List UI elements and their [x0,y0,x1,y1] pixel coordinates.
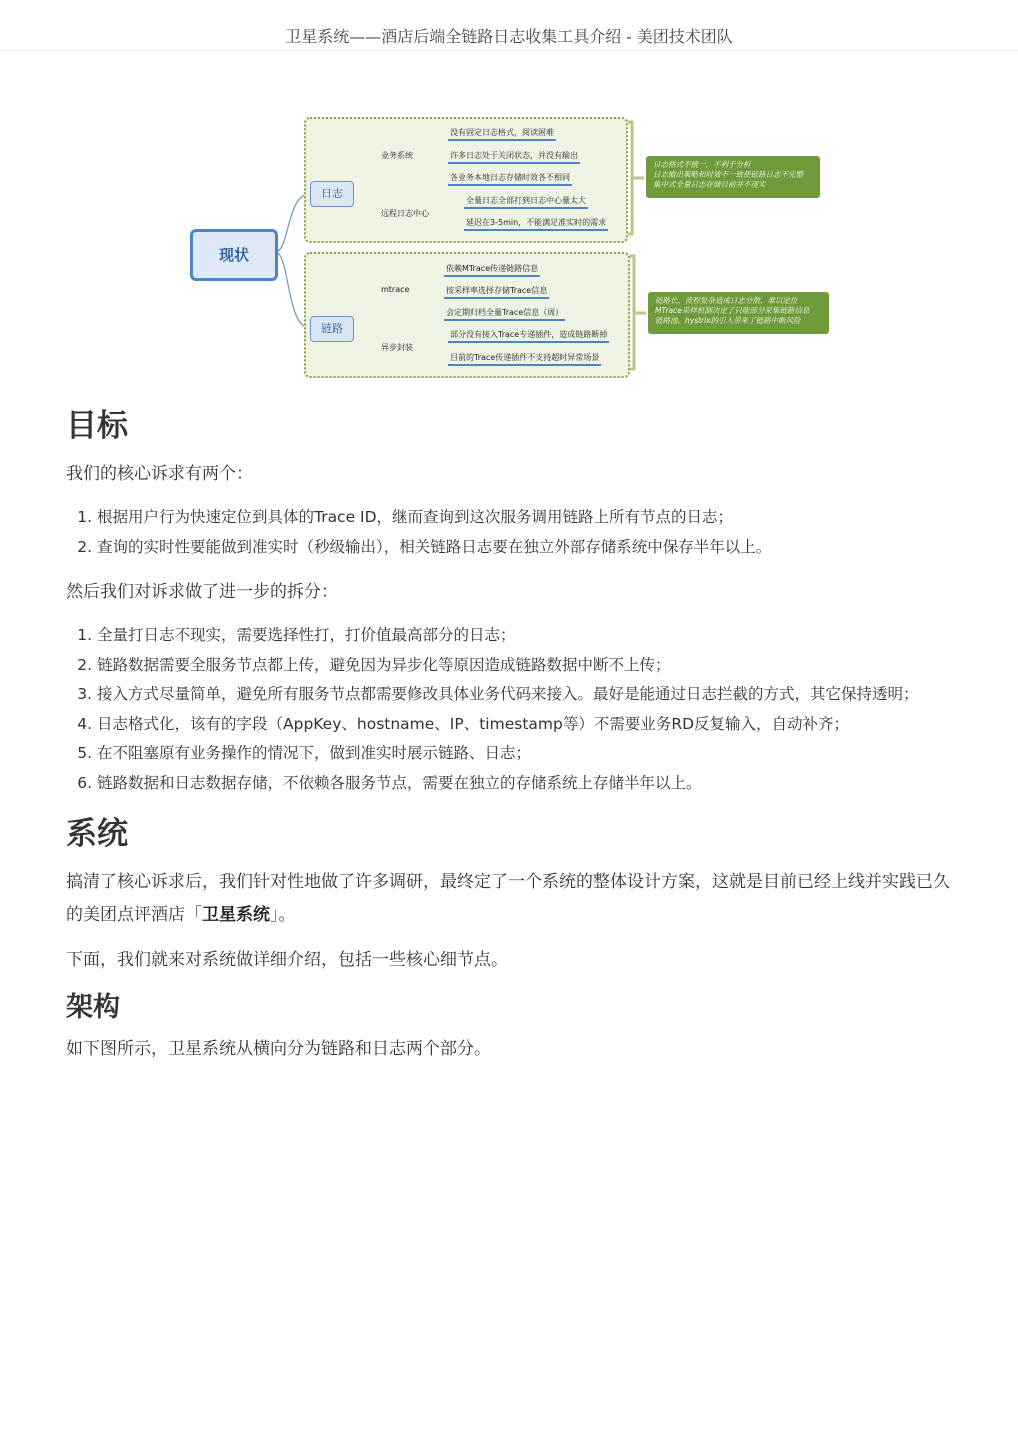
note-line: MTrace采样机制决定了只能部分采集链路信息 [655,306,810,315]
article-body [66,404,956,1078]
split-intro: 然后我们对诉求做了进一步的拆分： [66,582,338,602]
branch-label: 业务系统 [381,151,413,160]
system-name: 卫星系统 [202,905,270,925]
log-node: 日志 [310,181,354,207]
mindmap-root-node: 现状 [190,229,278,281]
log-summary-note [646,156,820,198]
split-list [66,621,956,798]
leaf-item: 按采样率选择存储Trace信息 [444,285,549,299]
leaf-item: 许多日志处于关闭状态，并没有输出 [448,150,580,164]
trace-node: 链路 [310,316,354,342]
note-line: 日志输出策略和时效不一致使链路日志不完整 [653,170,803,179]
architecture-paragraph: 如下图所示，卫星系统从横向分为链路和日志两个部分。 [66,1039,491,1059]
system-text: 搞清了核心诉求后，我们针对性地做了许多调研，最终定了一个系统的整体设计方案，这就是目前已经上线并实践已久的美团点评酒店「 [66,872,950,925]
goal-list [66,503,956,562]
branch-label: 异步封装 [381,343,413,352]
note-line: 链路池、hystrix的引入带来了链路中断风险 [655,316,801,325]
note-line: 链路长、流程复杂造成日志分散、难以定位 [655,296,798,305]
branch-label: 远程日志中心 [381,209,429,218]
page-title: 卫星系统——酒店后端全链路日志收集工具介绍 - 美团技术团队 [285,27,733,46]
leaf-item: 目前的Trace传递插件不支持超时异常场景 [448,352,601,366]
goal-heading: 目标 [66,408,128,444]
architecture-heading: 架构 [66,992,120,1023]
list-item: 1. 全量打日志不现实，需要选择性打，打价值最高部分的日志； [97,621,956,651]
leaf-item: 各业务本地日志存储时效各不相同 [448,172,572,186]
leaf-item: 延迟在3-5min，不能满足准实时的需求 [464,217,608,231]
system-text-end: 」。 [270,905,296,925]
leaf-item: 全量日志全部打到日志中心量太大 [464,195,588,209]
list-item: 2. 链路数据需要全服务节点都上传，避免因为异步化等原因造成链路数据中断不上传； [97,651,956,681]
page-header [0,0,1018,51]
note-line: 集中式全量日志存储目前并不现实 [653,180,766,189]
leaf-item: 部分没有接入Trace专递插件，造成链路断掉 [448,329,609,343]
leaf-item: 依赖MTrace传递链路信息 [444,263,540,277]
leaf-item: 没有固定日志格式，阅读困难 [448,127,556,141]
list-item: 4. 日志格式化，该有的字段（AppKey、hostname、IP、timestamp等）不需要业务RD反复输入，自动补齐； [97,710,956,740]
list-item: 2. 查询的实时性要能做到准实时（秒级输出），相关链路日志要在独立外部存储系统中保存半年以上。 [97,533,956,563]
list-item: 6. 链路数据和日志数据存储，不依赖各服务节点，需要在独立的存储系统上存储半年以上。 [97,769,956,799]
leaf-item: 会定期归档全量Trace信息（周） [444,307,565,321]
list-item: 5. 在不阻塞原有业务操作的情况下，做到准实时展示链路、日志； [97,739,956,769]
system-heading: 系统 [66,816,128,852]
trace-summary-note [648,292,829,334]
branch-label: mtrace [381,285,410,294]
status-mindmap-figure [186,114,834,380]
system-paragraph-2: 下面，我们就来对系统做详细介绍，包括一些核心细节点。 [66,950,508,970]
goal-intro: 我们的核心诉求有两个： [66,464,253,484]
list-item: 1. 根据用户行为快速定位到具体的Trace ID，继而查询到这次服务调用链路上所有节点的日志； [97,503,956,533]
system-paragraph [66,866,956,932]
note-line: 日志格式不统一，不利于分析 [653,160,751,169]
list-item: 3. 接入方式尽量简单，避免所有服务节点都需要修改具体业务代码来接入。最好是能通过日志拦截的方式，其它保持透明； [97,680,956,710]
